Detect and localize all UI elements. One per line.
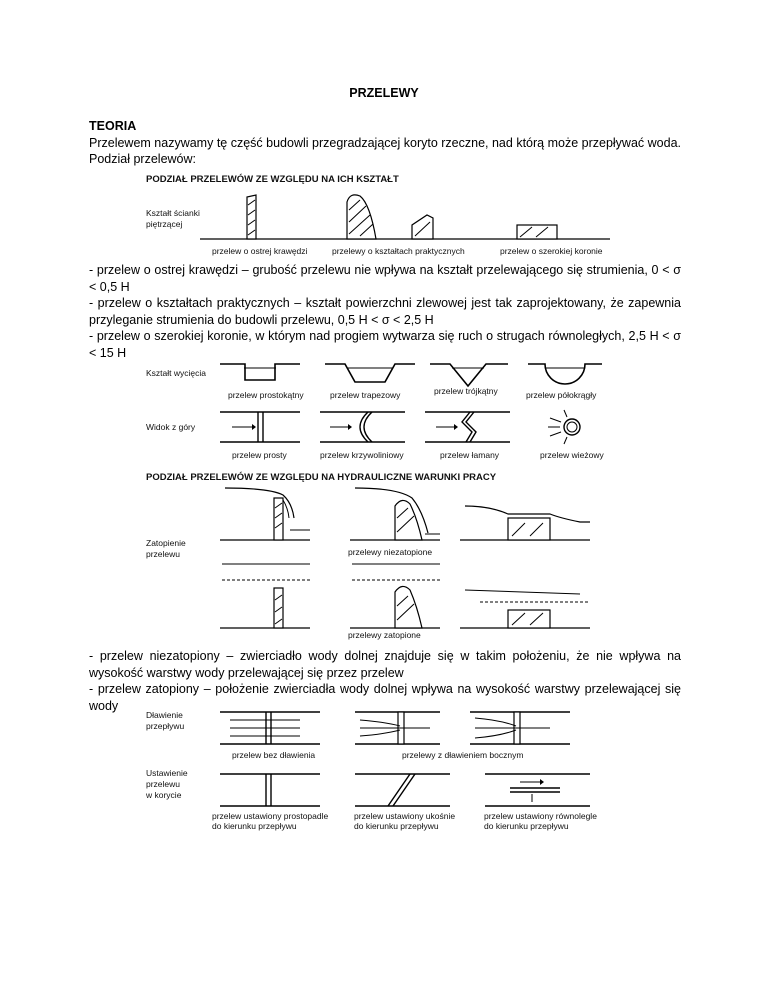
parallel-weir-drawing (485, 774, 590, 806)
fig1-caption-broad: przelew o szerokiej koronie (500, 246, 603, 256)
fig3-caption-side-contraction: przelewy z dławieniem bocznym (402, 750, 524, 760)
fig3-caption-perpendicular-2: do kierunku przepływu (212, 821, 297, 831)
perpendicular-weir-drawing (220, 774, 320, 806)
fig3-row2-label-1: Ustawienie (146, 768, 188, 778)
fig2-caption-submerged: przelewy zatopione (348, 630, 421, 640)
flow-definitions (89, 648, 681, 714)
free-flow-practical-weir-drawing (350, 488, 440, 540)
fig1-caption-practical: przelewy o kształtach praktycznych (332, 246, 465, 256)
submerged-sharp-weir-drawing (220, 564, 310, 628)
plan-view-curved-drawing (320, 412, 405, 442)
submerged-broad-weir-drawing (460, 590, 590, 628)
fig3-row2-label-3: w korycie (146, 790, 182, 800)
fig2-caption-tower: przelew wieżowy (540, 450, 604, 460)
fig3-caption-parallel-2: do kierunku przepływu (484, 821, 569, 831)
fig1-row-label-2: piętrzącej (146, 219, 183, 229)
fig3-caption-parallel-1: przelew ustawiony równolegle (484, 811, 597, 821)
fig3-row2-label-2: przelewu (146, 779, 181, 789)
figure-weir-types (140, 358, 680, 640)
free-flow-sharp-weir-drawing (220, 488, 310, 540)
fig3-row1-label-2: przepływu (146, 721, 185, 731)
broad-crest-weir-drawing (517, 225, 557, 239)
fig2-section-title: PODZIAŁ PRZELEWÓW ZE WZGLĘDU NA HYDRAULICZNE WARUNKI PRACY (146, 472, 497, 483)
plan-view-broken-drawing (425, 412, 510, 442)
fig3-caption-no-contraction: przelew bez dławienia (232, 750, 316, 760)
fig2-row3-label-2: przelewu (146, 549, 181, 559)
intro-block (89, 118, 681, 168)
free-flow-broad-weir-drawing (460, 506, 590, 540)
page-title: PRZELEWY (349, 86, 419, 100)
notch-triangular-drawing (430, 364, 508, 386)
fig3-caption-oblique-2: do kierunku przepływu (354, 821, 439, 831)
def-practical-profile: - przelew o kształtach praktycznych – kształt powierzchni zlewowej jest tak zaprojektowany, że zapewnia przyleganie strumienia do budowli przelewu, 0,5 H < σ < 2,5 H (89, 296, 681, 327)
figure-weir-placement (140, 706, 640, 841)
fig2-caption-free-flow: przelewy niezatopione (348, 547, 433, 557)
def-free-flow: - przelew niezatopiony – zwierciadło wody dolnej znajduje się w takim położeniu, że nie wpływa na wysokość warstwy wody przelewającej się przez przelew (89, 649, 681, 680)
fig2-caption-semicircular: przelew półokrągły (526, 390, 597, 400)
fig2-caption-curved: przelew krzywoliniowy (320, 450, 404, 460)
fig2-row3-label-1: Zatopienie (146, 538, 186, 548)
def-submerged-flow: - przelew zatopiony – położenie zwierciadła wody dolnej wpływa na wysokość warstwy przelewającej się wody (89, 682, 681, 713)
submerged-practical-weir-drawing (350, 564, 440, 628)
notch-rectangular-drawing (220, 364, 300, 380)
fig3-row1-label-1: Dławienie (146, 710, 183, 720)
fig2-caption-trapezoidal: przelew trapezowy (330, 390, 401, 400)
fig2-caption-triangular: przelew trójkątny (434, 386, 498, 396)
def-broad-crest: - przelew o szerokiej koronie, w którym nad progiem wytwarza się ruch o strugach równoległych, 2,5 H < σ < 15 H (89, 329, 681, 360)
shape-definitions (89, 262, 681, 361)
notch-semicircular-drawing (528, 364, 602, 384)
fig2-row1-label: Kształt wycięcia (146, 368, 206, 378)
fig2-caption-rectangular: przelew prostokątny (228, 390, 304, 400)
no-contraction-drawing (220, 712, 320, 744)
fig2-caption-straight: przelew prosty (232, 450, 287, 460)
fig1-caption-sharp: przelew o ostrej krawędzi (212, 246, 308, 256)
notch-trapezoidal-drawing (325, 364, 415, 382)
side-contraction-drawing-1 (355, 712, 440, 744)
practical-profile-weir-drawing (347, 195, 433, 239)
fig3-caption-oblique-1: przelew ustawiony ukośnie (354, 811, 456, 821)
sharp-crest-weir-drawing (247, 195, 256, 239)
fig3-caption-perpendicular-1: przelew ustawiony prostopadle (212, 811, 329, 821)
plan-view-tower-drawing (548, 410, 580, 444)
fig1-title: PODZIAŁ PRZELEWÓW ZE WZGLĘDU NA ICH KSZTAŁT (146, 174, 399, 185)
side-contraction-drawing-2 (470, 712, 570, 744)
fig2-caption-broken: przelew łamany (440, 450, 500, 460)
fig1-row-label-1: Kształt ścianki (146, 208, 200, 218)
def-sharp-crest: - przelew o ostrej krawędzi – grubość przelewu nie wpływa na kształt przelewającego się strumienia, 0 < σ < 0,5 H (89, 263, 681, 294)
figure-weir-shapes (140, 170, 620, 260)
intro-paragraph: Przelewem nazywamy tę część budowli przegradzającej koryto rzeczne, nad którą może przepływać woda. Podział przelewów: (89, 135, 681, 166)
oblique-weir-drawing (355, 774, 450, 806)
plan-view-straight-drawing (220, 412, 300, 442)
fig2-row2-label: Widok z góry (146, 422, 196, 432)
section-heading: TEORIA (89, 119, 137, 133)
